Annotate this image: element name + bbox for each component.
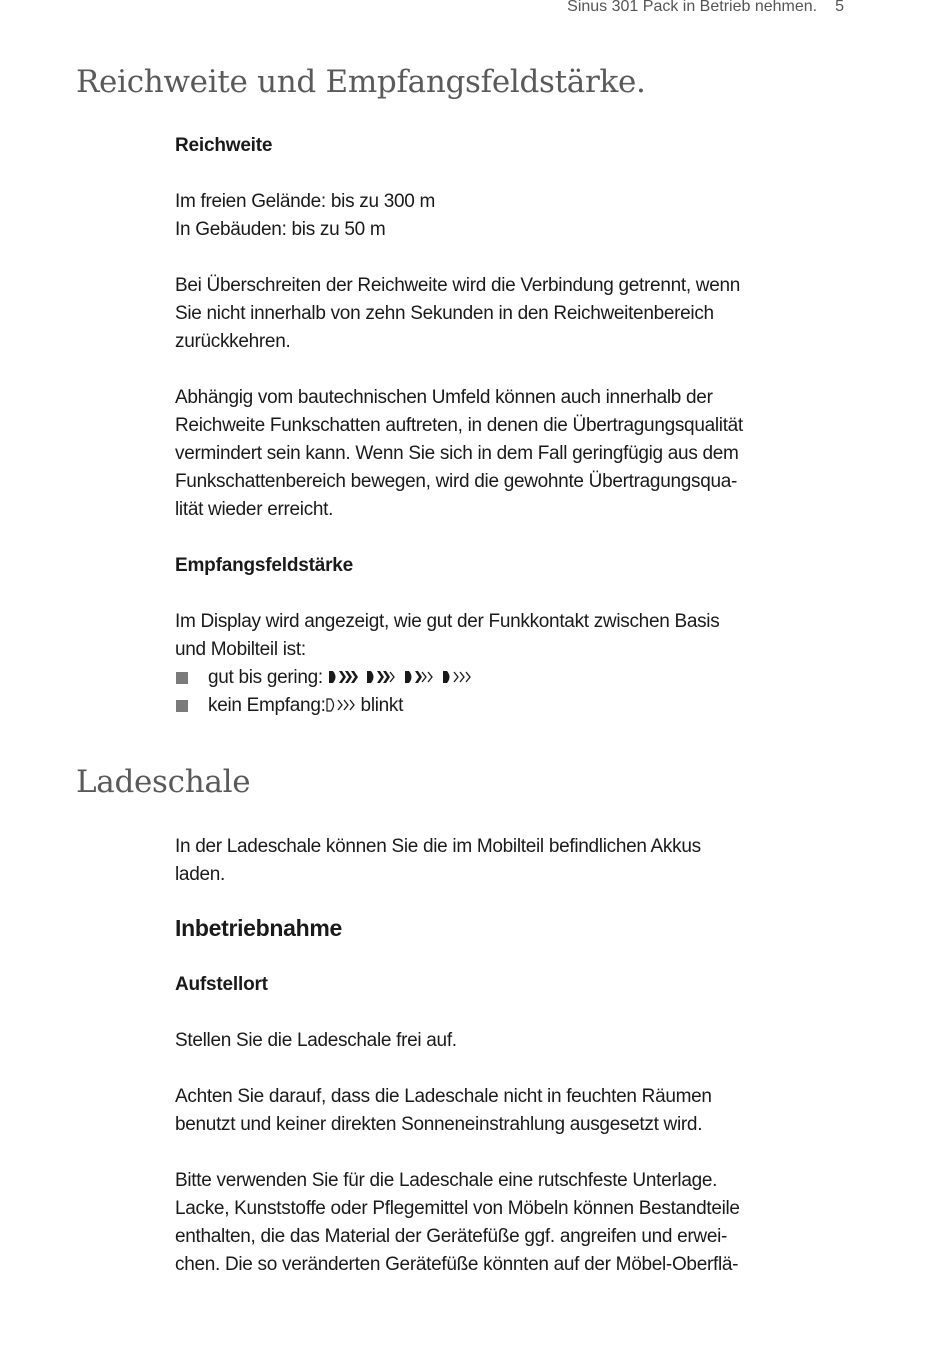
text-line: enthalten, die das Material der Gerätefüße ggf. angreifen und erwei- [175, 1226, 728, 1247]
signal-none-icon [326, 697, 356, 713]
paragraph-placement: Stellen Sie die Ladeschale frei auf. [175, 1030, 457, 1051]
bullet-square-icon [176, 700, 188, 712]
signal-icon-group [326, 695, 356, 716]
running-title: Sinus 301 Pack in Betrieb nehmen. [567, 0, 818, 15]
signal-one-icon [404, 669, 434, 685]
signal-icon-group [328, 667, 472, 688]
text-line: Bitte verwenden Sie für die Ladeschale eine rutschfeste Unterlage. [175, 1170, 718, 1191]
text-line: Funkschattenbereich bewegen, wird die gewohnte Übertragungsqua- [175, 471, 738, 492]
heading-inbetriebnahme: Inbetriebnahme [175, 915, 343, 941]
bullet-good-to-low [175, 664, 755, 692]
text-line: und Mobilteil ist: [175, 639, 306, 660]
text-line: Lacke, Kunststoffe oder Pflegemittel von Möbeln können Bestandteile [175, 1198, 740, 1219]
signal-full-icon [328, 669, 358, 685]
running-header [567, 0, 844, 16]
signal-low-icon [442, 669, 472, 685]
paragraph-surface [175, 1167, 755, 1279]
text-line: benutzt und keiner direkten Sonneneinstrahlung ausgesetzt wird. [175, 1114, 703, 1135]
paragraph-range-exceeded [175, 272, 755, 356]
bullet-square-icon [176, 672, 188, 684]
section-ladeschale-content [175, 833, 755, 1279]
text-line: Sie nicht innerhalb von zehn Sekunden in den Reichweitenbereich [175, 303, 714, 324]
text-line: zurückkehren. [175, 331, 291, 352]
text-line: laden. [175, 864, 225, 885]
signal-bullet-list [175, 664, 755, 720]
text-line: vermindert sein kann. Wenn Sie sich in dem Fall geringfügig aus dem [175, 443, 739, 464]
text-line: lität wieder erreicht. [175, 499, 334, 520]
text-line: Abhängig vom bautechnischen Umfeld können auch innerhalb der [175, 387, 713, 408]
text-line: Reichweite Funkschatten auftreten, in denen die Übertragungsqualität [175, 415, 743, 436]
heading-aufstellort: Aufstellort [175, 974, 268, 995]
bullet-suffix: blinkt [360, 695, 404, 716]
section-reichweite-content [175, 132, 755, 720]
section-title-ladeschale: Ladeschale [76, 764, 251, 800]
bullet-label: gut bis gering: [208, 667, 323, 688]
text-line: In der Ladeschale können Sie die im Mobilteil befindlichen Akkus [175, 836, 701, 857]
text-line: chen. Die so veränderten Gerätefüße könnten auf der Möbel-Oberflä- [175, 1254, 739, 1275]
paragraph-charger-intro [175, 833, 755, 889]
text-line: Im Display wird angezeigt, wie gut der Funkkontakt zwischen Basis [175, 611, 720, 632]
paragraph-display-info [175, 608, 755, 664]
range-indoor: In Gebäuden: bis zu 50 m [175, 219, 386, 240]
range-outdoor: Im freien Gelände: bis zu 300 m [175, 191, 436, 212]
signal-two-icon [366, 669, 396, 685]
paragraph-moisture [175, 1083, 755, 1139]
paragraph-radio-shadow [175, 384, 755, 524]
page-number: 5 [835, 0, 844, 15]
heading-empfangsfeldstaerke: Empfangsfeldstärke [175, 555, 354, 576]
heading-reichweite: Reichweite [175, 135, 273, 156]
section-title-reichweite: Reichweite und Empfangsfeldstärke. [76, 64, 646, 100]
text-line: Achten Sie darauf, dass die Ladeschale nicht in feuchten Räumen [175, 1086, 712, 1107]
bullet-label: kein Empfang: [208, 695, 326, 716]
bullet-no-reception [175, 692, 755, 720]
text-line: Bei Überschreiten der Reichweite wird die Verbindung getrennt, wenn [175, 275, 741, 296]
